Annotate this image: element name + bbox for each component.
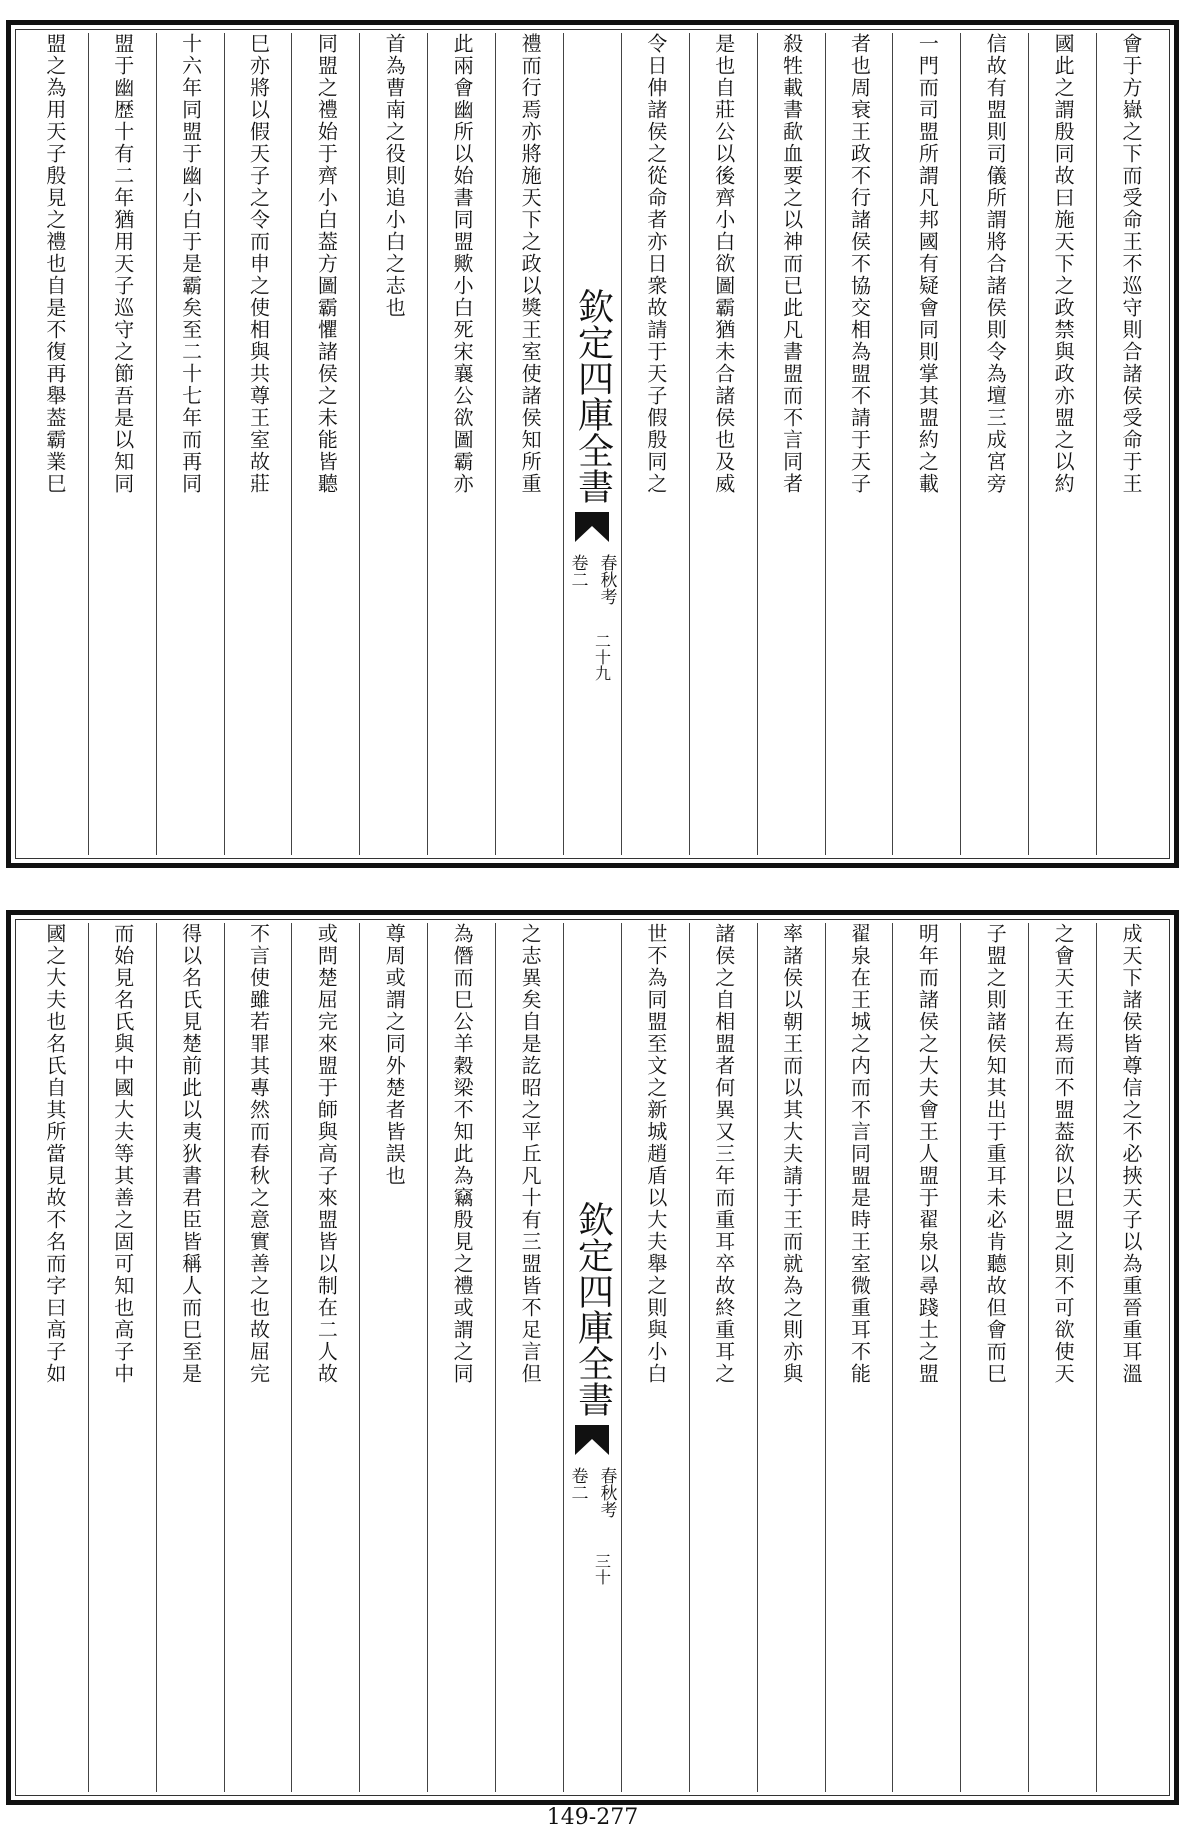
column-text: 令日伸諸侯之從命者亦日衆故請于天子假殷同之 xyxy=(643,33,668,495)
page-footer-number: 149-277 xyxy=(546,1805,639,1830)
text-column xyxy=(224,923,292,1792)
text-column xyxy=(892,33,960,855)
text-column xyxy=(825,33,893,855)
column-text: 不言使雖若罪其專然而春秋之意實善之也故屈完 xyxy=(246,923,271,1385)
collection-title: 欽定四庫全書 xyxy=(572,1201,614,1417)
text-column xyxy=(892,923,960,1792)
volume-label: 卷二 xyxy=(567,553,588,588)
column-text: 國此之謂殷同故曰施天下之政禁與政亦盟之以約 xyxy=(1051,33,1076,495)
text-columns xyxy=(21,33,1164,855)
column-text: 巳亦將以假天子之令而申之使相與共尊王室故莊 xyxy=(246,33,271,495)
text-column xyxy=(1096,33,1164,855)
page-spine xyxy=(563,923,621,1792)
column-text: 首為曹南之役則追小白之志也 xyxy=(382,33,407,319)
text-column xyxy=(291,33,359,855)
column-text: 之志異矣自是訖昭之平丘凡十有三盟皆不足言但 xyxy=(518,923,543,1385)
folio-number: 二十九 xyxy=(592,633,612,681)
column-text: 得以名氏見楚前此以夷狄書君臣皆稱人而巳至是 xyxy=(178,923,203,1385)
column-text: 會于方嶽之下而受命王不巡守則合諸侯受命于王 xyxy=(1119,33,1144,495)
text-column xyxy=(757,33,825,855)
fish-tail-mark-icon xyxy=(575,512,609,542)
text-column xyxy=(359,923,427,1792)
text-column xyxy=(689,923,757,1792)
text-column xyxy=(88,33,156,855)
column-text: 成天下諸侯皆尊信之不必挾天子以為重晉重耳溫 xyxy=(1119,923,1144,1385)
column-text: 尊周或謂之同外楚者皆誤也 xyxy=(382,923,407,1187)
text-column xyxy=(156,923,224,1792)
text-column xyxy=(757,923,825,1792)
text-column xyxy=(495,33,563,855)
column-text: 之會天王在焉而不盟葢欲以巳盟之則不可欲使天 xyxy=(1051,923,1076,1385)
text-column xyxy=(495,923,563,1792)
column-text: 盟之為用天子殷見之禮也自是不復再舉葢霸業巳 xyxy=(42,33,67,495)
column-text: 子盟之則諸侯知其出于重耳未必肯聽故但會而巳 xyxy=(983,923,1008,1385)
page-top xyxy=(6,20,1179,868)
fish-tail-mark-icon xyxy=(575,1425,609,1455)
text-column xyxy=(689,33,757,855)
column-text: 翟泉在王城之内而不言同盟是時王室微重耳不能 xyxy=(847,923,872,1385)
column-text: 而始見名氏與中國大夫等其善之固可知也高子中 xyxy=(110,923,135,1385)
column-text: 率諸侯以朝王而以其大夫請于王而就為之則亦與 xyxy=(779,923,804,1385)
column-text: 為僭而巳公羊穀梁不知此為竊殷見之禮或謂之同 xyxy=(450,923,475,1385)
text-column xyxy=(291,923,359,1792)
column-text: 是也自莊公以後齊小白欲圖霸猶未合諸侯也及威 xyxy=(711,33,736,495)
collection-title: 欽定四庫全書 xyxy=(572,287,614,504)
column-text: 此兩會幽所以始書同盟歟小白死宋襄公欲圖霸亦 xyxy=(450,33,475,495)
text-column xyxy=(621,923,689,1792)
column-text: 同盟之禮始于齊小白葢方圖霸懼諸侯之未能皆聽 xyxy=(314,33,339,495)
text-column xyxy=(21,923,88,1792)
column-text: 明年而諸侯之大夫會王人盟于翟泉以尋踐土之盟 xyxy=(915,923,940,1385)
page-spine xyxy=(563,33,621,855)
column-text: 禮而行焉亦將施天下之政以獎王室使諸侯知所重 xyxy=(518,33,543,495)
folio-number: 三十 xyxy=(592,1553,612,1585)
column-text: 或問楚屈完來盟于師與高子來盟皆以制在二人故 xyxy=(314,923,339,1385)
column-text: 盟于幽歴十有二年猶用天子巡守之節吾是以知同 xyxy=(110,33,135,495)
text-column xyxy=(359,33,427,855)
text-columns xyxy=(21,923,1164,1792)
page-bottom xyxy=(6,910,1179,1805)
text-column xyxy=(960,33,1028,855)
column-text: 十六年同盟于幽小白于是霸矣至二十七年而再同 xyxy=(178,33,203,495)
text-column xyxy=(427,923,495,1792)
text-column xyxy=(21,33,88,855)
column-text: 一門而司盟所謂凡邦國有疑會同則掌其盟約之載 xyxy=(915,33,940,495)
text-column xyxy=(621,33,689,855)
volume-label: 卷二 xyxy=(567,1467,588,1501)
text-column xyxy=(156,33,224,855)
text-column xyxy=(427,33,495,855)
book-title: 春秋考 xyxy=(596,1467,617,1518)
text-column xyxy=(224,33,292,855)
text-column xyxy=(88,923,156,1792)
book-title: 春秋考 xyxy=(596,553,617,605)
text-column xyxy=(825,923,893,1792)
text-column xyxy=(960,923,1028,1792)
column-text: 者也周衰王政不行諸侯不協交相為盟不請于天子 xyxy=(847,33,872,495)
text-column xyxy=(1028,923,1096,1792)
column-text: 諸侯之自相盟者何異又三年而重耳卒故終重耳之 xyxy=(711,923,736,1385)
column-text: 國之大夫也名氏自其所當見故不名而字曰高子如 xyxy=(42,923,67,1385)
column-text: 信故有盟則司儀所謂將合諸侯則令為壇三成宮旁 xyxy=(983,33,1008,495)
column-text: 世不為同盟至文之新城趙盾以大夫舉之則與小白 xyxy=(643,923,668,1385)
text-column xyxy=(1096,923,1164,1792)
text-column xyxy=(1028,33,1096,855)
column-text: 殺牲載書歃血要之以神而已此凡書盟而不言同者 xyxy=(779,33,804,495)
